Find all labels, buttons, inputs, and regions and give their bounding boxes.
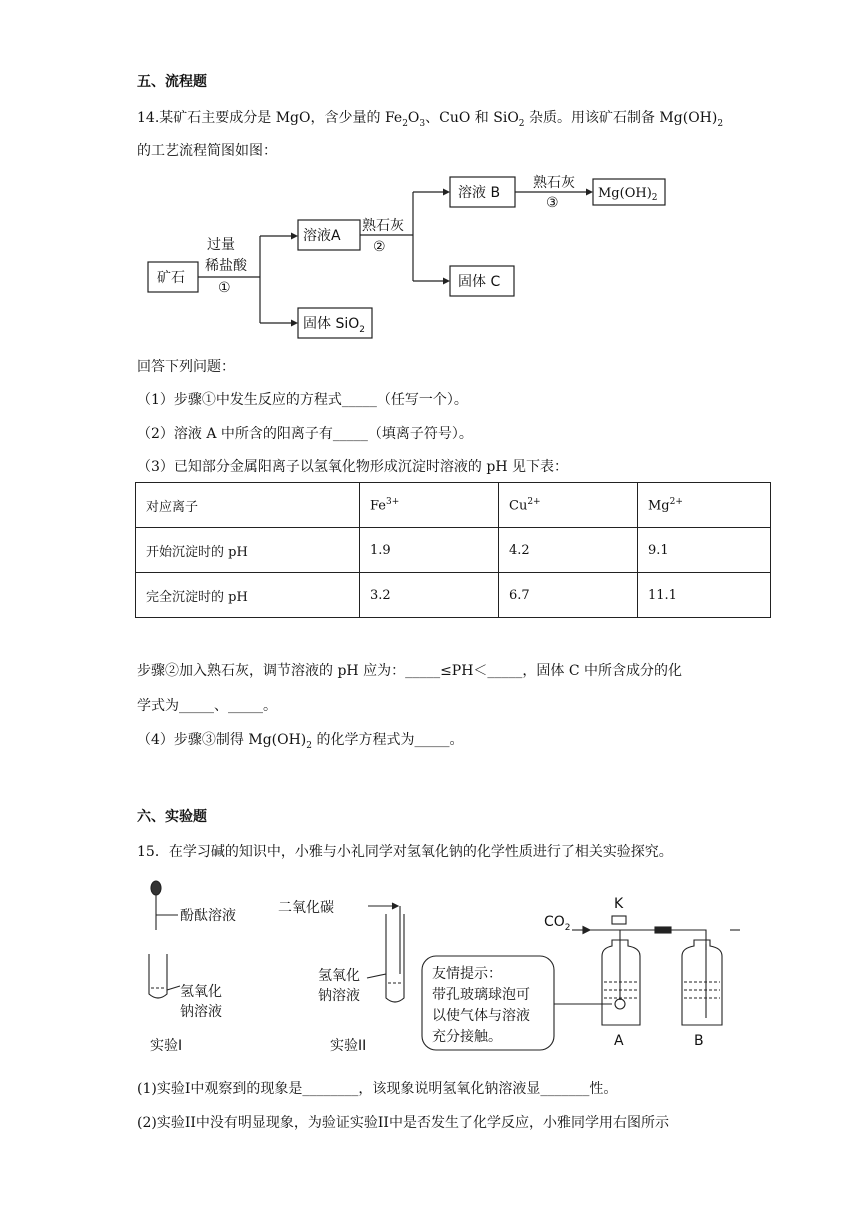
ph-table — [135, 482, 771, 618]
q15-part2: (2)实验II中没有明显现象，为验证实验II中是否发生了化学反应，小雅同学用右图所示 — [137, 1115, 669, 1131]
process-flowchart — [0, 160, 860, 350]
table-header-cell: $Fe^{3+}$ — [360, 483, 499, 528]
naoh-label-2a: 氢氧化 — [318, 968, 360, 984]
naoh-label-1a: 氢氧化 — [180, 984, 222, 1000]
step3-label: ③ — [546, 195, 559, 211]
table-cell: 11.1 — [638, 573, 771, 618]
bottle-b-label: B — [694, 1033, 704, 1049]
naoh-label-2b: 钠溶液 — [318, 988, 360, 1004]
lime3-label: 熟石灰 — [533, 175, 575, 191]
reagent1-bottom: 稀盐酸 — [205, 258, 247, 274]
tip-line2: 以使气体与溶液 — [432, 1008, 530, 1024]
table-cell: 开始沉淀时的 pH — [136, 528, 360, 573]
solution-a-label: 溶液A — [303, 228, 341, 244]
solid-sio2-label: 固体 SiO$_2$ — [303, 316, 365, 335]
co2-label-2: 二氧化碳 — [278, 900, 334, 916]
reagent1-top: 过量 — [207, 237, 235, 253]
q15-part1: (1)实验I中观察到的现象是________，该现象说明氢氧化钠溶液显_______性。 — [137, 1081, 618, 1097]
step2-label: ② — [373, 239, 386, 255]
table-header-row — [136, 483, 771, 528]
table-header-cell: $Mg^{2+}$ — [638, 483, 771, 528]
q14-stem-line1: 14.某矿石主要成分是 MgO，含少量的 $Fe_2O_3$、CuO 和 SiO$_2$ 杂质。用该矿石制备 $Mg(OH)_2$ — [137, 110, 724, 129]
q14-part3b-line2: 学式为_____、_____。 — [137, 698, 277, 714]
section-5-heading: 五、流程题 — [137, 74, 207, 90]
dropper-bulb — [151, 881, 161, 895]
q14-part3: （3）已知部分金属阳离子以氢氧化物形成沉淀时溶液的 pH 见下表： — [137, 459, 568, 475]
product-label: $Mg(OH)_2$ — [598, 186, 658, 203]
q14-part1: （1）步骤①中发生反应的方程式_____（任写一个）。 — [137, 392, 468, 408]
experiment-figure — [0, 870, 860, 1060]
valve-k — [612, 916, 626, 924]
section-6-heading: 六、实验题 — [137, 809, 207, 825]
table-row — [136, 528, 771, 573]
lime2-label: 熟石灰 — [362, 218, 404, 234]
table-row — [136, 573, 771, 618]
q14-stem-line2: 的工艺流程简图如图： — [137, 143, 277, 159]
table-cell: 1.9 — [360, 528, 499, 573]
ore-label: 矿石 — [157, 270, 185, 286]
exp2-label: 实验II — [330, 1038, 367, 1054]
solution-b-label: 溶液 B — [458, 185, 501, 201]
valve-k-label: K — [614, 896, 624, 912]
table-header-cell: 对应离子 — [136, 483, 360, 528]
exp1-label: 实验I — [150, 1038, 183, 1054]
bottle-a-label: A — [614, 1033, 624, 1049]
table-cell: 3.2 — [360, 573, 499, 618]
tip-title: 友情提示： — [432, 966, 502, 982]
test-tube-1 — [149, 954, 167, 998]
tip-line3: 充分接触。 — [432, 1029, 502, 1045]
naoh-label-1b: 钠溶液 — [180, 1004, 222, 1020]
table-cell: 9.1 — [638, 528, 771, 573]
table-cell: 4.2 — [499, 528, 638, 573]
q14-part2: （2）溶液 A 中所含的阳离子有_____（填离子符号）。 — [137, 426, 473, 442]
solid-c-label: 固体 C — [458, 274, 501, 290]
table-header-cell: $Cu^{2+}$ — [499, 483, 638, 528]
step1-label: ① — [218, 280, 231, 296]
table-cell: 6.7 — [499, 573, 638, 618]
q14-part3b-line1: 步骤②加入熟石灰，调节溶液的 pH 应为：_____≤PH＜_____，固体 C 中所含成分的化 — [137, 663, 683, 679]
table-cell: 完全沉淀时的 pH — [136, 573, 360, 618]
answer-intro: 回答下列问题： — [137, 359, 235, 375]
phenolphthalein-label: 酚酞溶液 — [180, 908, 236, 924]
q15-stem: 15．在学习碱的知识中，小雅与小礼同学对氢氧化钠的化学性质进行了相关实验探究。 — [137, 844, 673, 860]
tip-line1: 带孔玻璃球泡可 — [432, 987, 530, 1003]
test-tube-2 — [386, 914, 404, 1002]
q14-part4: （4）步骤③制得 $Mg(OH)_2$ 的化学方程式为_____。 — [137, 732, 464, 751]
co2-label: $CO_2$ — [544, 914, 571, 933]
